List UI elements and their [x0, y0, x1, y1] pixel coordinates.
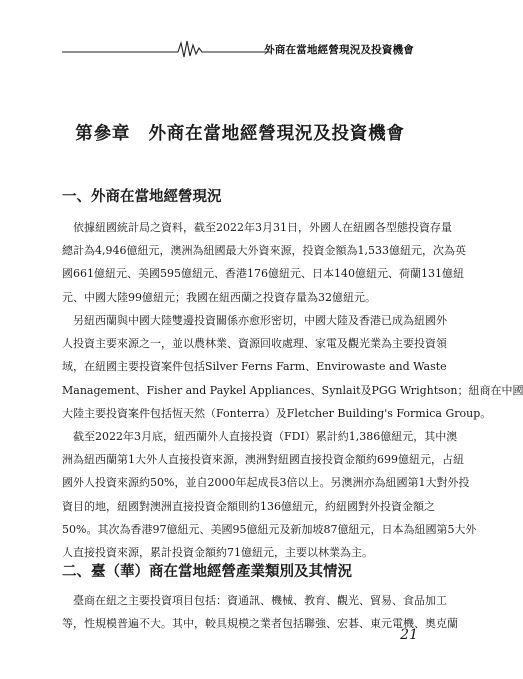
- text-line: 大陸主要投資案件包括恆天然（Fonterra）及Fletcher Building's Formica Group。: [62, 406, 492, 420]
- paragraph-1: [62, 216, 466, 309]
- text-line: 等，性規模普遍不大。其中，較具規模之業者包括聯強、宏碁、東元電機、奧克蘭: [62, 617, 458, 631]
- text-line: 人直接投資來源，累計投資金額約71億紐元，主要以林業為主。: [62, 545, 373, 559]
- text-line: 國661億紐元、美國595億紐元、香港176億紐元、日本140億紐元、荷蘭131億紐: [62, 267, 464, 281]
- page-number: 21: [400, 627, 418, 643]
- text-line: 50%。其次為香港97億紐元、美國95億紐元及新加坡87億紐元，日本為紐國第5大外: [62, 522, 477, 536]
- paragraph-3: [62, 425, 477, 564]
- text-line: 截至2022年3月底，紐西蘭外人直接投資（FDI）累計約1,386億紐元，其中澳: [62, 430, 458, 443]
- section-heading-2: 二、臺（華）商在當地經營產業類別及其情況: [62, 563, 352, 580]
- text-line: 人投資主要來源之一，並以農林業、資源回收處理、家電及觀光業為主要投資領: [62, 337, 447, 351]
- text-line: 元、中國大陸99億紐元；我國在紐西蘭之投資存量為32億紐元。: [62, 290, 376, 304]
- text-line: 總計為4,946億紐元，澳洲為紐國最大外資來源，投資金額為1,533億紐元，次為英: [62, 244, 466, 258]
- text-line: 依據紐國統計局之資料，截至2022年3月31日，外國人在紐國各型態投資存量: [62, 221, 452, 234]
- text-line: 域，在紐國主要投資案件包括Silver Ferns Farm、Envirowaste and Waste: [62, 360, 447, 374]
- running-header-title: 外商在當地經營現況及投資機會: [264, 44, 414, 56]
- text-line: 另紐西蘭與中國大陸雙邊投資關係亦愈形密切，中國大陸及香港已成為紐國外: [62, 314, 447, 327]
- section-heading-1: 一、外商在當地經營現況: [62, 188, 222, 205]
- text-line: Management、Fisher and Paykel Appliances、Synlait及PGG Wrightson；紐商在中國: [62, 383, 523, 397]
- paragraph-4: [62, 589, 458, 635]
- paragraph-2: [62, 309, 523, 425]
- text-line: 資目的地，紐國對澳洲直接投資金額則約136億紐元，約紐國對外投資金額之: [62, 499, 435, 513]
- text-line: 國外人投資來源約50%，並自2000年起成長3倍以上。另澳洲亦為紐國第1大對外投: [62, 476, 470, 490]
- chapter-title: 第參章 外商在當地經營現況及投資機會: [75, 124, 405, 144]
- text-line: 臺商在紐之主要投資項目包括：資通訊、機械、教育、觀光、貿易、食品加工: [62, 594, 447, 607]
- running-header: [62, 39, 418, 59]
- text-line: 洲為紐西蘭第1大外人直接投資來源，澳洲對紐國直接投資金額約699億紐元，占紐: [62, 453, 464, 467]
